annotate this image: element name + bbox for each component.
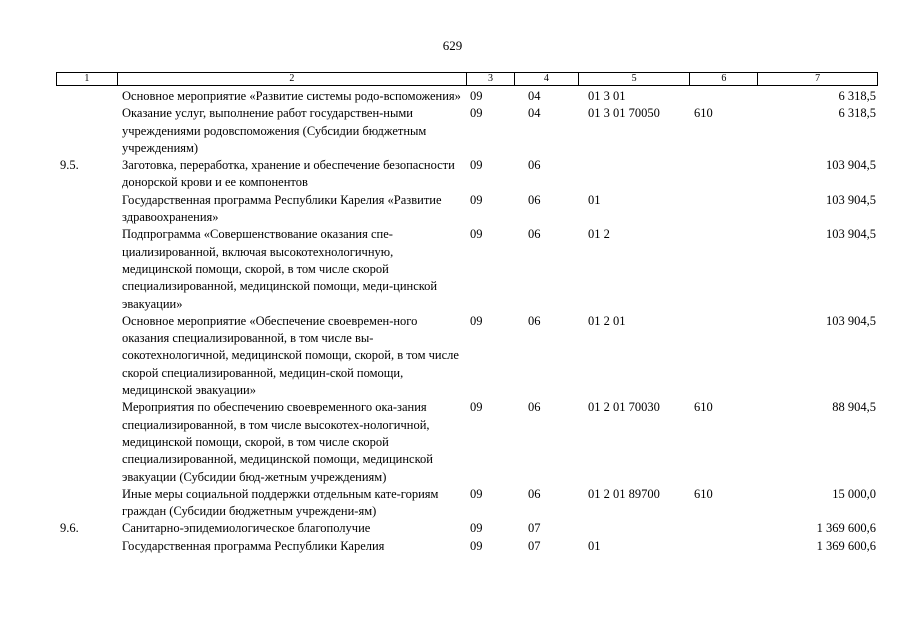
row-number [56,226,116,312]
header-cell-5: 5 [578,73,690,85]
row-number [56,486,116,521]
row-amount: 88 904,5 [832,400,876,415]
row-section: 09 [470,158,483,173]
row-section: 09 [470,521,483,536]
header-cell-3: 3 [466,73,514,85]
row-subsection: 06 [528,400,541,415]
row-amount: 6 318,5 [838,106,876,121]
row-number [56,313,116,399]
row-amount: 6 318,5 [838,89,876,103]
row-target-code [578,157,690,192]
row-subsection: 04 [528,89,541,103]
header-cell-7: 7 [757,73,877,85]
row-amount: 15 000,0 [832,486,876,501]
row-section: 09 [470,313,483,328]
row-expense-type [690,538,758,555]
row-name: Санитарно-эпидемиологическое благополучие [122,521,371,536]
table-row [56,88,878,105]
header-cell-4: 4 [514,73,578,85]
row-subsection: 07 [528,538,541,553]
row-number [56,105,116,157]
row-subsection: 07 [528,521,541,536]
row-target-code: 01 3 01 [588,89,626,103]
table-row [56,399,878,485]
row-target-code: 01 2 01 89700 [588,486,660,501]
row-amount: 103 904,5 [826,313,876,328]
row-section: 09 [470,538,483,553]
row-section: 09 [470,486,483,501]
row-number [56,88,116,105]
row-number [56,538,116,555]
row-expense-type [690,192,758,227]
row-name: Иные меры социальной поддержки отдельным кате-гориям граждан (Субсидии бюджетным учреждени-ям) [122,486,439,519]
row-number [56,399,116,485]
row-expense-type [690,88,758,105]
row-target-code: 01 2 01 [588,313,626,328]
row-number: 9.5. [60,158,79,173]
row-name: Мероприятия по обеспечению своевременного ока-зания специализированной, в том числе высокотех-нологичной, медицинской помощи, скорой, в том числе скорой специализированной, медицинской помощи, медицинской эвакуации (Субсидии бюд-жетным учреждениям) [122,400,433,484]
row-amount: 1 369 600,6 [816,538,876,553]
table-row [56,226,878,312]
row-amount: 103 904,5 [826,192,876,207]
header-cell-1: 1 [84,73,90,84]
row-section: 09 [470,89,483,103]
row-target-code: 01 [588,538,601,553]
row-section: 09 [470,227,483,242]
row-section: 09 [470,106,483,121]
row-expense-type: 610 [694,400,713,415]
table-body [56,88,878,555]
row-section: 09 [470,192,483,207]
row-expense-type: 610 [694,106,713,121]
row-section: 09 [470,400,483,415]
table-row [56,105,878,157]
table-row [56,157,878,192]
page-number: 629 [442,38,463,53]
row-expense-type: 610 [694,486,713,501]
row-target-code: 01 3 01 70050 [588,106,660,121]
row-target-code: 01 [588,192,601,207]
row-subsection: 06 [528,158,541,173]
row-subsection: 06 [528,313,541,328]
row-subsection: 04 [528,106,541,121]
row-target-code: 01 2 01 70030 [588,400,660,415]
table-row [56,486,878,521]
row-name: Подпрограмма «Совершенствование оказания спе-циализированной, включая высокотехнологичную, медицинской помощи, скорой, в том числе скорой специализированной, медицинской помощи, меди-цинской эвакуации» [122,227,438,311]
row-target-code [578,520,690,537]
table-row [56,313,878,399]
row-subsection: 06 [528,192,541,207]
row-subsection: 06 [528,227,541,242]
table-header [56,72,878,86]
row-expense-type [690,520,758,537]
row-number [56,192,116,227]
row-name: Заготовка, переработка, хранение и обеспечение безопасности донорской крови и ее компонентов [122,158,455,190]
row-expense-type [690,313,758,399]
row-name: Основное мероприятие «Развитие системы родо-вспоможения» [122,89,461,103]
table-row [56,538,878,555]
row-name: Оказание услуг, выполнение работ государствен-ными учреждениями родовспоможения (Субсидии бюджетным учреждениям) [122,106,427,155]
row-expense-type [690,157,758,192]
table-row [56,520,878,537]
table-row [56,192,878,227]
row-target-code: 01 2 [588,227,610,242]
row-amount: 1 369 600,6 [816,521,876,536]
header-cell-2: 2 [117,73,466,85]
row-subsection: 06 [528,486,541,501]
row-name: Основное мероприятие «Обеспечение своевремен-ного оказания специализированной, в том числе вы-сокотехнологичной, медицинской помощи, скорой, в том числе скорой специализированной, медицин-ской помощи, медицинской эвакуации» [122,313,459,398]
row-name: Государственная программа Республики Карелия «Развитие здравоохранения» [122,192,442,225]
row-expense-type [690,226,758,312]
row-name: Государственная программа Республики Карелия [122,538,385,553]
row-number: 9.6. [60,521,79,536]
row-amount: 103 904,5 [826,227,876,242]
header-cell-6: 6 [689,73,757,85]
row-amount: 103 904,5 [826,158,876,173]
